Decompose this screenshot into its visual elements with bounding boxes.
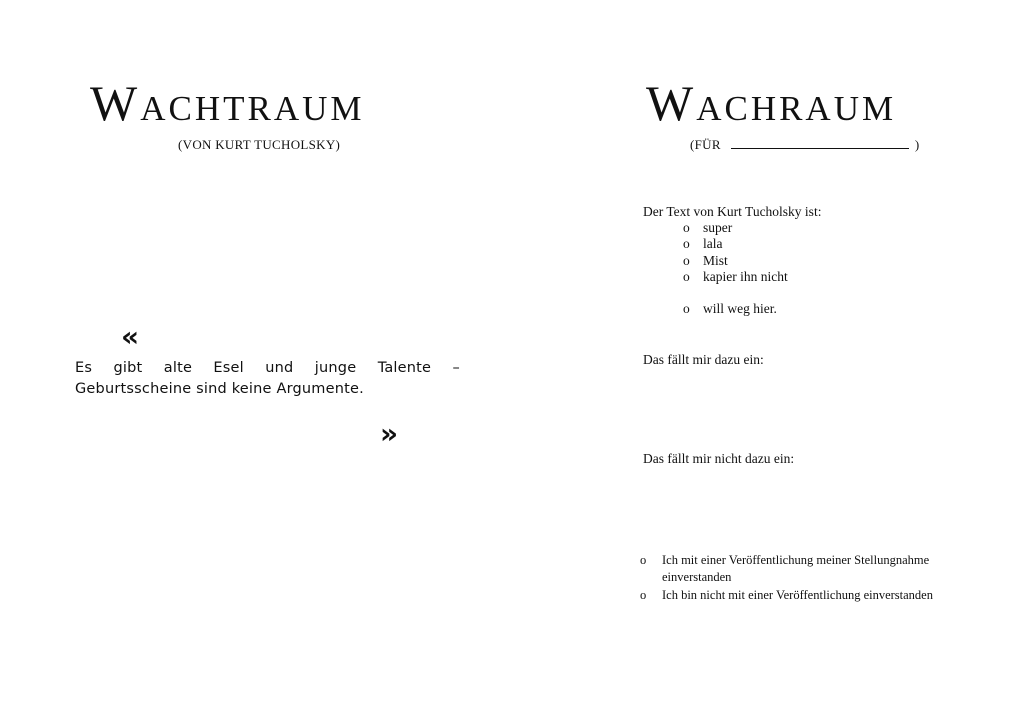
name-blank-line[interactable] (731, 137, 909, 149)
option-item[interactable] (683, 253, 728, 269)
radio-circle-icon[interactable]: o (683, 220, 690, 235)
quote-open-mark: « (121, 320, 140, 353)
option-item[interactable] (683, 301, 777, 317)
option-label: will weg hier. (703, 301, 777, 316)
consent-option-decline[interactable] (640, 587, 970, 604)
left-title: Wachtraum (90, 75, 365, 131)
option-label: super (703, 220, 733, 235)
option-label: Mist (703, 253, 728, 268)
consent-option-agree[interactable] (640, 552, 970, 586)
survey-question: Der Text von Kurt Tucholsky ist: (643, 204, 822, 219)
option-item[interactable] (683, 236, 723, 252)
subtitle-suffix: ) (914, 137, 920, 152)
subtitle-prefix: (FÜR (690, 137, 721, 152)
radio-circle-icon[interactable]: o (683, 236, 690, 251)
quote-close-mark: » (380, 417, 399, 450)
consent-label: Ich mit einer Veröffentlichung meiner Stellungnahme einverstanden (662, 553, 930, 584)
prompt-ideas: Das fällt mir dazu ein: (643, 352, 764, 367)
radio-circle-icon[interactable]: o (640, 553, 647, 567)
consent-label: Ich bin nicht mit einer Veröffentlichung einverstanden (662, 588, 933, 602)
prompt-no-ideas: Das fällt mir nicht dazu ein: (643, 451, 795, 466)
right-title: Wachraum (646, 75, 897, 131)
quote-text: Es gibt alte Esel und junge Talente – Geburtsscheine sind keine Argumente. (75, 360, 460, 397)
option-item[interactable] (683, 220, 732, 236)
right-subtitle (690, 137, 919, 153)
option-label: lala (703, 236, 723, 251)
option-label: kapier ihn nicht (703, 269, 788, 284)
radio-circle-icon[interactable]: o (683, 301, 690, 316)
radio-circle-icon[interactable]: o (683, 269, 690, 284)
option-item[interactable] (683, 269, 788, 285)
radio-circle-icon[interactable]: o (683, 253, 690, 268)
left-subtitle: (VON KURT TUCHOLSKY) (178, 137, 341, 152)
radio-circle-icon[interactable]: o (640, 588, 647, 602)
